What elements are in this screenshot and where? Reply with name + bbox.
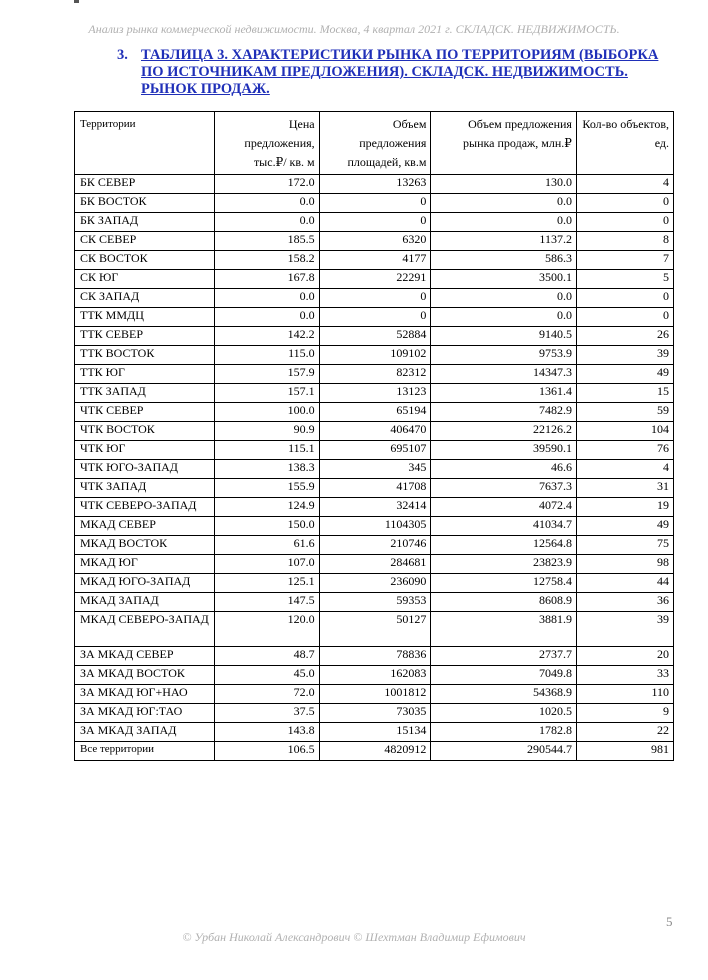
value-cell: 22126.2 — [431, 422, 577, 441]
table-header-row — [75, 112, 674, 175]
territory-cell: ЧТК ВОСТОК — [75, 422, 215, 441]
value-cell: 0 — [576, 213, 673, 232]
table-row — [75, 723, 674, 742]
table-row — [75, 232, 674, 251]
value-cell: 0.0 — [431, 289, 577, 308]
value-cell: 33 — [576, 666, 673, 685]
running-header: Анализ рынка коммерческой недвижимости. Москва, 4 квартал 2021 г. СКЛАДСК. НЕДВИЖИМОСТЬ. — [88, 22, 620, 36]
section-number: 3. — [117, 47, 128, 63]
value-cell: 115.0 — [215, 346, 319, 365]
table-row — [75, 441, 674, 460]
value-cell: 22 — [576, 723, 673, 742]
value-cell: 9140.5 — [431, 327, 577, 346]
table-row — [75, 593, 674, 612]
value-cell: 158.2 — [215, 251, 319, 270]
value-cell: 20 — [576, 647, 673, 666]
value-cell: 7 — [576, 251, 673, 270]
value-cell: 7049.8 — [431, 666, 577, 685]
value-cell: 143.8 — [215, 723, 319, 742]
value-cell: 26 — [576, 327, 673, 346]
territory-cell: ТТК ВОСТОК — [75, 346, 215, 365]
value-cell: 1001812 — [319, 685, 431, 704]
value-cell: 115.1 — [215, 441, 319, 460]
value-cell: 1361.4 — [431, 384, 577, 403]
value-cell: 0 — [576, 308, 673, 327]
value-cell: 110 — [576, 685, 673, 704]
territory-cell: ЧТК ЮГО-ЗАПАД — [75, 460, 215, 479]
value-cell: 0.0 — [215, 213, 319, 232]
value-cell: 48.7 — [215, 647, 319, 666]
value-cell: 78836 — [319, 647, 431, 666]
value-cell: 76 — [576, 441, 673, 460]
territory-cell: СК ЗАПАД — [75, 289, 215, 308]
value-cell: 1020.5 — [431, 704, 577, 723]
territory-cell: МКАД СЕВЕРО-ЗАПАД — [75, 612, 215, 647]
value-cell: 15 — [576, 384, 673, 403]
value-cell: 41034.7 — [431, 517, 577, 536]
value-cell: 22291 — [319, 270, 431, 289]
value-cell: 0.0 — [215, 308, 319, 327]
value-cell: 23823.9 — [431, 555, 577, 574]
value-cell: 0.0 — [431, 194, 577, 213]
section-heading — [117, 47, 677, 98]
value-cell: 4 — [576, 175, 673, 194]
territory-cell: ТТК ММДЦ — [75, 308, 215, 327]
value-cell: 19 — [576, 498, 673, 517]
value-cell: 3881.9 — [431, 612, 577, 647]
table-row — [75, 612, 674, 647]
table-row — [75, 460, 674, 479]
value-cell: 1137.2 — [431, 232, 577, 251]
table-row — [75, 251, 674, 270]
table-row — [75, 555, 674, 574]
territory-cell: БК ЗАПАД — [75, 213, 215, 232]
territory-cell: СК ЮГ — [75, 270, 215, 289]
value-cell: 106.5 — [215, 742, 319, 761]
value-cell: 124.9 — [215, 498, 319, 517]
column-header: Цена предложения, тыс.₽/ кв. м — [215, 112, 319, 175]
value-cell: 8608.9 — [431, 593, 577, 612]
value-cell: 142.2 — [215, 327, 319, 346]
value-cell: 3500.1 — [431, 270, 577, 289]
table-row — [75, 175, 674, 194]
value-cell: 39 — [576, 612, 673, 647]
value-cell: 12758.4 — [431, 574, 577, 593]
value-cell: 45.0 — [215, 666, 319, 685]
value-cell: 0 — [576, 289, 673, 308]
territory-cell: СК ВОСТОК — [75, 251, 215, 270]
territory-cell: ТТК ЗАПАД — [75, 384, 215, 403]
territory-cell: ЗА МКАД СЕВЕР — [75, 647, 215, 666]
value-cell: 157.9 — [215, 365, 319, 384]
value-cell: 236090 — [319, 574, 431, 593]
territory-cell: ЗА МКАД ЮГ+НАО — [75, 685, 215, 704]
territory-cell: МКАД ЮГО-ЗАПАД — [75, 574, 215, 593]
table-row — [75, 666, 674, 685]
value-cell: 138.3 — [215, 460, 319, 479]
value-cell: 61.6 — [215, 536, 319, 555]
value-cell: 167.8 — [215, 270, 319, 289]
value-cell: 100.0 — [215, 403, 319, 422]
value-cell: 147.5 — [215, 593, 319, 612]
value-cell: 150.0 — [215, 517, 319, 536]
table-row — [75, 289, 674, 308]
value-cell: 109102 — [319, 346, 431, 365]
value-cell: 39590.1 — [431, 441, 577, 460]
value-cell: 73035 — [319, 704, 431, 723]
value-cell: 210746 — [319, 536, 431, 555]
table-row — [75, 647, 674, 666]
table-row — [75, 685, 674, 704]
value-cell: 172.0 — [215, 175, 319, 194]
value-cell: 7637.3 — [431, 479, 577, 498]
table-row — [75, 213, 674, 232]
value-cell: 9 — [576, 704, 673, 723]
value-cell: 72.0 — [215, 685, 319, 704]
value-cell: 0 — [319, 308, 431, 327]
value-cell: 12564.8 — [431, 536, 577, 555]
page-corner-mark — [74, 0, 79, 3]
value-cell: 290544.7 — [431, 742, 577, 761]
footer-copyright: © Урбан Николай Александрович © Шехтман Владимир Ефимович — [182, 930, 526, 944]
value-cell: 8 — [576, 232, 673, 251]
table-row — [75, 479, 674, 498]
territory-cell: ЧТК СЕВЕР — [75, 403, 215, 422]
value-cell: 49 — [576, 517, 673, 536]
column-header: Кол-во объектов, ед. — [576, 112, 673, 175]
territory-cell: БК ВОСТОК — [75, 194, 215, 213]
value-cell: 695107 — [319, 441, 431, 460]
page-number: 5 — [666, 914, 673, 929]
territory-cell: ЗА МКАД ЮГ:ТАО — [75, 704, 215, 723]
value-cell: 4 — [576, 460, 673, 479]
table-row — [75, 365, 674, 384]
territory-cell: СК СЕВЕР — [75, 232, 215, 251]
value-cell: 59353 — [319, 593, 431, 612]
value-cell: 0.0 — [215, 289, 319, 308]
table-row — [75, 308, 674, 327]
table-row — [75, 403, 674, 422]
value-cell: 0.0 — [215, 194, 319, 213]
value-cell: 4072.4 — [431, 498, 577, 517]
value-cell: 15134 — [319, 723, 431, 742]
value-cell: 185.5 — [215, 232, 319, 251]
value-cell: 6320 — [319, 232, 431, 251]
value-cell: 345 — [319, 460, 431, 479]
table-row — [75, 574, 674, 593]
value-cell: 155.9 — [215, 479, 319, 498]
value-cell: 65194 — [319, 403, 431, 422]
table-body — [75, 175, 674, 761]
table-row — [75, 704, 674, 723]
value-cell: 50127 — [319, 612, 431, 647]
column-header: Объем предложения рынка продаж, млн.₽ — [431, 112, 577, 175]
value-cell: 5 — [576, 270, 673, 289]
value-cell: 284681 — [319, 555, 431, 574]
value-cell: 7482.9 — [431, 403, 577, 422]
value-cell: 120.0 — [215, 612, 319, 647]
table-row — [75, 384, 674, 403]
table-row — [75, 498, 674, 517]
table-row — [75, 422, 674, 441]
territory-cell: ТТК ЮГ — [75, 365, 215, 384]
table-row — [75, 346, 674, 365]
value-cell: 125.1 — [215, 574, 319, 593]
value-cell: 37.5 — [215, 704, 319, 723]
value-cell: 1104305 — [319, 517, 431, 536]
value-cell: 90.9 — [215, 422, 319, 441]
table-row — [75, 270, 674, 289]
table-row — [75, 327, 674, 346]
value-cell: 162083 — [319, 666, 431, 685]
table-total-row — [75, 742, 674, 761]
territory-cell: МКАД СЕВЕР — [75, 517, 215, 536]
value-cell: 13263 — [319, 175, 431, 194]
value-cell: 41708 — [319, 479, 431, 498]
value-cell: 130.0 — [431, 175, 577, 194]
value-cell: 9753.9 — [431, 346, 577, 365]
territory-cell: ЗА МКАД ВОСТОК — [75, 666, 215, 685]
territory-cell: ЧТК ЗАПАД — [75, 479, 215, 498]
value-cell: 4177 — [319, 251, 431, 270]
value-cell: 0 — [319, 289, 431, 308]
value-cell: 104 — [576, 422, 673, 441]
value-cell: 75 — [576, 536, 673, 555]
territory-cell: МКАД ЮГ — [75, 555, 215, 574]
value-cell: 586.3 — [431, 251, 577, 270]
value-cell: 49 — [576, 365, 673, 384]
value-cell: 157.1 — [215, 384, 319, 403]
territory-cell: ТТК СЕВЕР — [75, 327, 215, 346]
value-cell: 0 — [319, 213, 431, 232]
column-header: Территории — [75, 112, 215, 175]
territory-cell: Все территории — [75, 742, 215, 761]
value-cell: 0 — [319, 194, 431, 213]
territory-cell: ЗА МКАД ЗАПАД — [75, 723, 215, 742]
value-cell: 2737.7 — [431, 647, 577, 666]
value-cell: 39 — [576, 346, 673, 365]
column-header: Объем предложения площадей, кв.м — [319, 112, 431, 175]
value-cell: 36 — [576, 593, 673, 612]
value-cell: 46.6 — [431, 460, 577, 479]
section-title-link[interactable]: ТАБЛИЦА 3. ХАРАКТЕРИСТИКИ РЫНКА ПО ТЕРРИТОРИЯМ (ВЫБОРКА ПО ИСТОЧНИКАМ ПРЕДЛОЖЕНИЯ). СКЛАДСК. НЕДВИЖИМОСТЬ. РЫНОК ПРОДАЖ. — [141, 47, 659, 97]
value-cell: 13123 — [319, 384, 431, 403]
value-cell: 0 — [576, 194, 673, 213]
value-cell: 82312 — [319, 365, 431, 384]
value-cell: 4820912 — [319, 742, 431, 761]
table-row — [75, 517, 674, 536]
value-cell: 107.0 — [215, 555, 319, 574]
territory-cell: МКАД ВОСТОК — [75, 536, 215, 555]
value-cell: 31 — [576, 479, 673, 498]
territory-cell: ЧТК ЮГ — [75, 441, 215, 460]
value-cell: 52884 — [319, 327, 431, 346]
value-cell: 32414 — [319, 498, 431, 517]
value-cell: 0.0 — [431, 308, 577, 327]
territory-cell: ЧТК СЕВЕРО-ЗАПАД — [75, 498, 215, 517]
value-cell: 0.0 — [431, 213, 577, 232]
value-cell: 406470 — [319, 422, 431, 441]
market-table — [74, 111, 674, 761]
value-cell: 981 — [576, 742, 673, 761]
table-row — [75, 536, 674, 555]
territory-cell: БК СЕВЕР — [75, 175, 215, 194]
value-cell: 98 — [576, 555, 673, 574]
value-cell: 59 — [576, 403, 673, 422]
value-cell: 1782.8 — [431, 723, 577, 742]
territory-cell: МКАД ЗАПАД — [75, 593, 215, 612]
table-row — [75, 194, 674, 213]
value-cell: 54368.9 — [431, 685, 577, 704]
value-cell: 44 — [576, 574, 673, 593]
value-cell: 14347.3 — [431, 365, 577, 384]
